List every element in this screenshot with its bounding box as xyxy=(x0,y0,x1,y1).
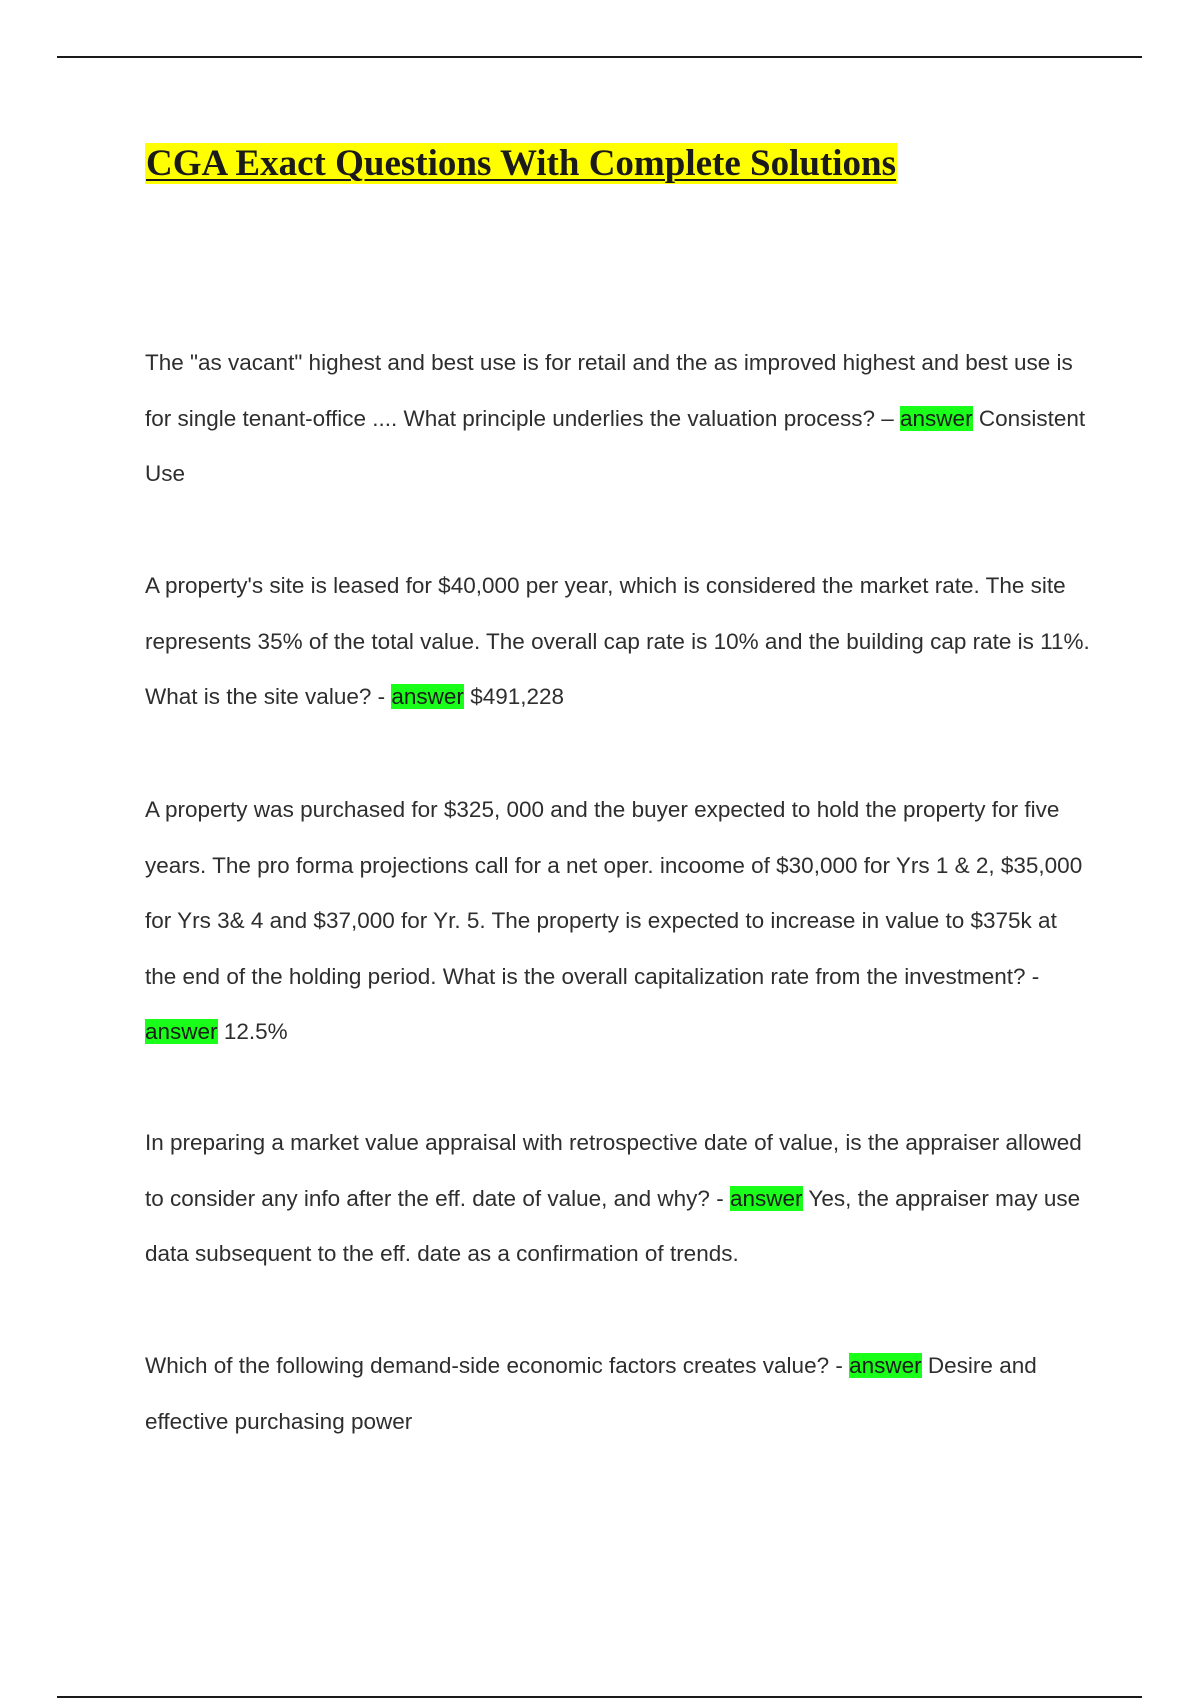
qa-item-4 xyxy=(145,1115,1090,1282)
answer-text: Yes, the appraiser may use data subsequent to the eff. date as a confirmation of trends. xyxy=(145,1185,1081,1266)
document-title-text: CGA Exact Questions With Complete Solutions xyxy=(146,143,897,184)
answer-tag: answer xyxy=(729,1185,803,1211)
qa-item-3 xyxy=(145,782,1090,1060)
qa-item-2 xyxy=(145,558,1090,725)
qa-item-1 xyxy=(145,335,1090,502)
answer-tag: answer xyxy=(849,1353,922,1378)
qa-item-5 xyxy=(145,1338,1090,1449)
question-text: The "as vacant" highest and best use is for retail and the as improved highest and best use is for single tenant-office .... What principle underlies the valuation process? – xyxy=(145,350,1073,431)
answer-text: $491,228 xyxy=(470,684,565,709)
answer-text: Consistent Use xyxy=(145,405,1086,486)
question-text: Which of the following demand-side economic factors creates value? - xyxy=(145,1353,843,1378)
answer-tag: answer xyxy=(145,1019,218,1044)
footer-rule xyxy=(57,1696,1142,1698)
answer-text: 12.5% xyxy=(223,1019,288,1044)
question-text: A property was purchased for $325, 000 and the buyer expected to hold the property for five years. The pro forma projections call for a net oper. incoome of $30,000 for Yrs 1 & 2, $35,000 for Yrs 3& 4 and $37,000 for Yr. 5. The property is expected to increase in value to $375k at the end of the holding period. What is the overall capitalization rate from the investment? - xyxy=(145,797,1083,989)
answer-tag: answer xyxy=(900,405,973,431)
question-text: In preparing a market value appraisal with retrospective date of value, is the appraiser allowed to consider any info after the eff. date of value, and why? - xyxy=(145,1130,1082,1211)
question-text: A property's site is leased for $40,000 per year, which is considered the market rate. The site represents 35% of the total value. The overall cap rate is 10% and the building cap rate is 11%. What is the site value? - xyxy=(145,573,1090,709)
answer-text: Desire and effective purchasing power xyxy=(145,1353,1037,1434)
header-rule xyxy=(57,56,1142,58)
answer-tag: answer xyxy=(391,684,464,709)
document-title xyxy=(145,142,897,186)
